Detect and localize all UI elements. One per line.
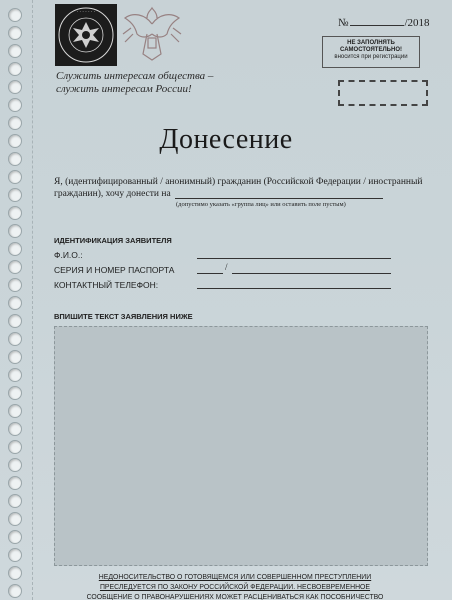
feed-hole bbox=[8, 404, 22, 418]
agency-seal-icon bbox=[55, 4, 117, 66]
warning-line-2: ПРЕСЛЕДУЕТСЯ ПО ЗАКОНУ РОССИЙСКОЙ ФЕДЕРАЦИИ. НЕСВОЕВРЕМЕННОЕ bbox=[99, 582, 371, 591]
stamp-line-1: НЕ ЗАПОЛНЯТЬ bbox=[347, 40, 395, 46]
statement-heading: ВПИШИТЕ ТЕКСТ ЗАЯВЛЕНИЯ НИЖЕ bbox=[54, 312, 193, 321]
feed-hole bbox=[8, 332, 22, 346]
fio-label: Ф.И.О.: bbox=[54, 250, 83, 260]
motto-line-2: служить интересам России! bbox=[56, 83, 192, 95]
passport-series-field[interactable] bbox=[197, 273, 223, 274]
feed-hole bbox=[8, 224, 22, 238]
feed-hole bbox=[8, 296, 22, 310]
feed-hole bbox=[8, 62, 22, 76]
feed-hole bbox=[8, 188, 22, 202]
statement-textarea[interactable] bbox=[54, 326, 428, 566]
feed-hole bbox=[8, 242, 22, 256]
svg-text:· · · · · · ·: · · · · · · · bbox=[76, 10, 96, 15]
double-headed-eagle-icon bbox=[119, 4, 185, 66]
feed-hole bbox=[8, 44, 22, 58]
stamp-line-2: САМОСТОЯТЕЛЬНО! bbox=[340, 47, 402, 53]
number-prefix: № bbox=[338, 17, 349, 29]
warning-line-1: НЕДОНОСИТЕЛЬСТВО О ГОТОВЯЩЕМСЯ ИЛИ СОВЕРШЕННОМ ПРЕСТУПЛЕНИИ bbox=[98, 572, 372, 581]
feed-hole bbox=[8, 98, 22, 112]
warning-line-3: СООБЩЕНИЕ О ПРАВОНАРУШЕНИЯХ МОЖЕТ РАСЦЕНИВАТЬСЯ КАК ПОСОБНИЧЕСТВО bbox=[86, 592, 384, 600]
feed-hole bbox=[8, 206, 22, 220]
feed-hole bbox=[8, 566, 22, 580]
feed-hole bbox=[8, 530, 22, 544]
feed-hole bbox=[8, 458, 22, 472]
feed-hole bbox=[8, 278, 22, 292]
feed-hole bbox=[8, 368, 22, 382]
legal-warning bbox=[56, 572, 415, 600]
feed-hole bbox=[8, 8, 22, 22]
passport-separator: / bbox=[225, 262, 228, 272]
document-title: Донесение bbox=[159, 124, 293, 155]
identification-heading: ИДЕНТИФИКАЦИЯ ЗАЯВИТЕЛЯ bbox=[54, 236, 172, 245]
phone-label: КОНТАКТНЫЙ ТЕЛЕФОН: bbox=[54, 280, 159, 290]
registration-number bbox=[338, 17, 430, 29]
feed-hole bbox=[8, 314, 22, 328]
feed-hole bbox=[8, 548, 22, 562]
feed-hole bbox=[8, 80, 22, 94]
passport-number-field[interactable] bbox=[232, 273, 391, 274]
target-field[interactable] bbox=[175, 198, 383, 199]
feed-hole bbox=[8, 512, 22, 526]
feed-hole bbox=[8, 476, 22, 490]
feed-hole bbox=[8, 386, 22, 400]
motto bbox=[56, 70, 276, 96]
number-year: /2018 bbox=[404, 17, 430, 29]
do-not-fill-stamp bbox=[322, 36, 420, 68]
feed-hole bbox=[8, 26, 22, 40]
feed-hole bbox=[8, 422, 22, 436]
phone-field[interactable] bbox=[197, 288, 391, 289]
motto-line-1: Служить интересам общества – bbox=[56, 70, 214, 82]
target-hint: (допустимо указать «группа лиц» или оставить поле пустым) bbox=[176, 201, 346, 208]
intro-line-1: Я, (идентифицированный / анонимный) гражданин (Российской Федерации / иностранный bbox=[54, 177, 423, 187]
registration-box bbox=[338, 80, 428, 106]
stamp-line-3: вносится при регистрации bbox=[334, 54, 408, 60]
feed-hole bbox=[8, 494, 22, 508]
feed-hole bbox=[8, 584, 22, 598]
number-blank bbox=[350, 25, 404, 26]
passport-label: СЕРИЯ И НОМЕР ПАСПОРТА bbox=[54, 265, 175, 275]
feed-hole bbox=[8, 260, 22, 274]
tractor-feed-holes bbox=[8, 8, 22, 598]
perforation-line bbox=[32, 0, 33, 600]
feed-hole bbox=[8, 350, 22, 364]
emblem-block bbox=[55, 4, 185, 66]
feed-hole bbox=[8, 170, 22, 184]
intro-line-2: гражданин), хочу донести на bbox=[54, 189, 171, 199]
feed-hole bbox=[8, 440, 22, 454]
fio-field[interactable] bbox=[197, 258, 391, 259]
